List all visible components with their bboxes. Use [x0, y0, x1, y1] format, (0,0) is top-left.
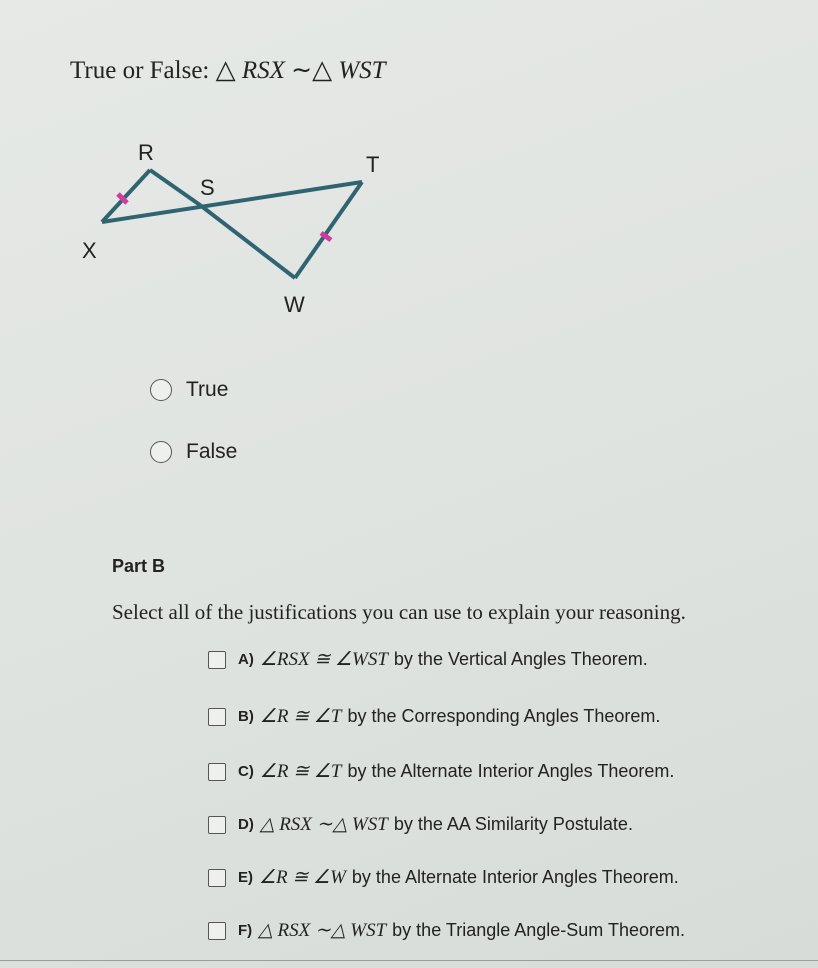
- option-text: by the Vertical Angles Theorem.: [393, 649, 648, 669]
- option-c[interactable]: [208, 760, 674, 783]
- option-text: by the Triangle Angle-Sum Theorem.: [392, 920, 685, 940]
- option-math: ∠R ≅ ∠W: [259, 867, 346, 888]
- option-e[interactable]: [208, 866, 679, 889]
- segment-xt: [102, 182, 362, 222]
- label-x: X: [82, 238, 97, 263]
- triangle-name-2: WST: [338, 57, 386, 84]
- part-b-instruction: Select all of the justifications you can use to explain your reasoning.: [112, 600, 686, 624]
- triangle-symbol: △: [312, 55, 333, 84]
- option-d[interactable]: [208, 813, 633, 836]
- label-r: R: [138, 140, 154, 165]
- option-letter: F): [238, 922, 253, 939]
- choice-label: False: [186, 440, 238, 463]
- option-text: by the AA Similarity Postulate.: [393, 814, 633, 834]
- label-w: W: [284, 292, 305, 317]
- option-math: ∠RSX ≅ ∠WST: [259, 649, 388, 670]
- option-a[interactable]: [208, 648, 648, 671]
- checkbox[interactable]: [208, 651, 226, 669]
- divider: [0, 960, 818, 961]
- checkbox[interactable]: [208, 708, 226, 726]
- label-t: T: [366, 152, 380, 177]
- option-text: by the Alternate Interior Angles Theorem.: [347, 761, 675, 781]
- similar-symbol: ∼: [291, 57, 313, 84]
- option-letter: D): [238, 816, 254, 833]
- checkbox[interactable]: [208, 763, 226, 781]
- segment-sw: [200, 205, 295, 278]
- option-letter: B): [238, 708, 254, 725]
- radio-button[interactable]: [150, 441, 172, 463]
- question-prefix: True or False:: [70, 57, 210, 84]
- choice-label: True: [186, 378, 229, 401]
- option-f[interactable]: [208, 919, 685, 942]
- checkbox[interactable]: [208, 816, 226, 834]
- triangle-symbol: △: [215, 55, 236, 84]
- part-b-heading: Part B: [112, 556, 166, 576]
- option-letter: E): [238, 869, 253, 886]
- label-s: S: [200, 175, 215, 200]
- option-letter: C): [238, 763, 254, 780]
- question-title: [70, 55, 386, 85]
- checkbox[interactable]: [208, 922, 226, 940]
- segment-rs: [150, 170, 200, 205]
- option-b[interactable]: [208, 705, 660, 728]
- triangle-figure: [70, 130, 390, 330]
- option-math: ∠R ≅ ∠T: [259, 706, 342, 727]
- checkbox[interactable]: [208, 869, 226, 887]
- option-text: by the Alternate Interior Angles Theorem.: [351, 867, 679, 887]
- option-text: by the Corresponding Angles Theorem.: [347, 706, 661, 726]
- option-math: △ RSX ∼△ WST: [259, 814, 388, 835]
- option-letter: A): [238, 651, 254, 668]
- radio-button[interactable]: [150, 379, 172, 401]
- choice-true[interactable]: [150, 378, 228, 402]
- choice-false[interactable]: [150, 440, 237, 464]
- option-math: ∠R ≅ ∠T: [259, 761, 342, 782]
- option-math: △ RSX ∼△ WST: [258, 920, 387, 941]
- triangle-name-1: RSX: [241, 57, 285, 84]
- segment-wt: [295, 182, 362, 278]
